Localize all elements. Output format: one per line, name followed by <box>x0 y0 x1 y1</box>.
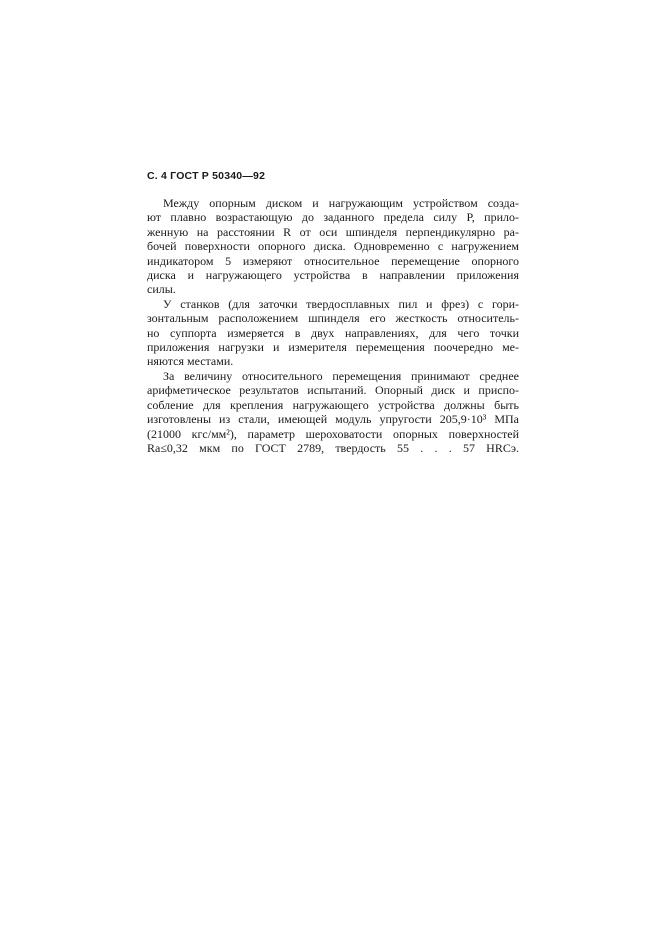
text-line: индикатором 5 измеряют относительное перемещение опорного <box>147 253 519 268</box>
text-line: бочей поверхности опорного диска. Одновременно с нагружением <box>147 239 519 254</box>
text-line: Между опорным диском и нагружающим устройством созда- <box>163 196 519 210</box>
document-body <box>147 196 519 455</box>
text-line: изготовлены из стали, имеющей модуль упругости 205,9·10³ МПа <box>147 412 519 427</box>
text-line: няются местами. <box>147 354 234 369</box>
page-header: С. 4 ГОСТ Р 50340—92 <box>147 170 266 182</box>
text-line: зонтальным расположением шпинделя его жесткость относитель- <box>147 311 519 326</box>
text-line: женную на расстоянии R от оси шпинделя перпендикулярно ра- <box>147 224 519 239</box>
text-line: ют плавно возрастающую до заданного предела силу P, прило- <box>147 210 519 225</box>
text-line: приложения нагрузки и измерителя перемещения поочередно ме- <box>147 340 519 355</box>
text-line: Ra≤0,32 мкм по ГОСТ 2789, твердость 55 . . . 57 HRCэ. <box>147 440 519 455</box>
text-line: диска и нагружающего устройства в направлении приложения <box>147 268 519 283</box>
paragraph-1 <box>147 196 519 297</box>
text-line: но суппорта измеряется в двух направлениях, для чего точки <box>147 325 519 340</box>
paragraph-3 <box>147 369 519 455</box>
text-line: собление для крепления нагружающего устройства должны быть <box>147 397 519 412</box>
paragraph-2 <box>147 297 519 369</box>
text-line: арифметическое результатов испытаний. Опорный диск и приспо- <box>147 383 519 398</box>
text-line: (21000 кгс/мм²), параметр шероховатости опорных поверхностей <box>147 426 519 441</box>
text-line: силы. <box>147 282 176 297</box>
text-line: У станков (для заточки твердосплавных пил и фрез) с гори- <box>163 296 519 311</box>
text-line: За величину относительного перемещения принимают среднее <box>163 368 519 383</box>
